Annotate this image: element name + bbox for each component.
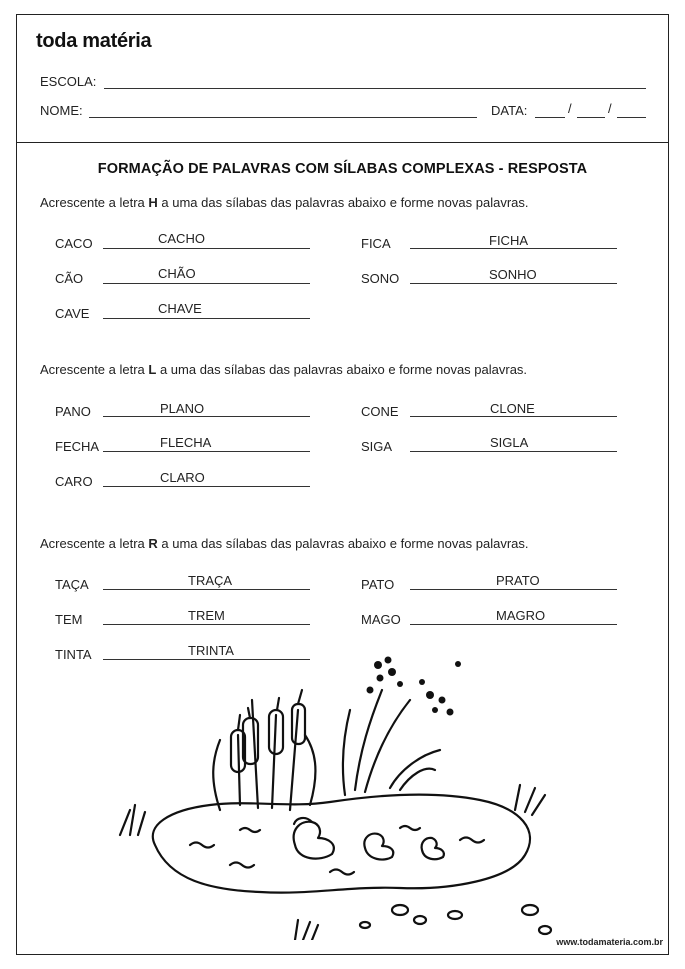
word-item: CACO [55, 236, 93, 251]
answer-line[interactable] [103, 451, 310, 452]
answer-item: FICHA [489, 233, 528, 248]
nome-field[interactable] [89, 117, 477, 118]
answer-line[interactable] [103, 589, 310, 590]
word-item: CARO [55, 474, 93, 489]
word-item: FICA [361, 236, 391, 251]
answer-item: SIGLA [490, 435, 529, 450]
answer-line[interactable] [103, 624, 310, 625]
word-item: TINTA [55, 647, 92, 662]
pond-illustration [100, 640, 570, 940]
answer-line[interactable] [410, 248, 617, 249]
answer-item: TRINTA [188, 643, 234, 658]
word-item: PATO [361, 577, 395, 592]
answer-item: TREM [188, 608, 225, 623]
answer-item: FLECHA [160, 435, 212, 450]
escola-label: ESCOLA: [40, 74, 97, 89]
answer-item: CLONE [490, 401, 535, 416]
answer-line[interactable] [410, 624, 617, 625]
instruction-l: Acrescente a letra L a uma das sílabas das palavras abaixo e forme novas palavras. [40, 362, 528, 377]
word-item: CÃO [55, 271, 84, 286]
answer-line[interactable] [103, 248, 310, 249]
word-item: TAÇA [55, 577, 89, 592]
brand-logo: toda matéria [36, 30, 152, 52]
answer-line[interactable] [410, 451, 617, 452]
nome-label: NOME: [40, 103, 83, 118]
word-item: SIGA [361, 439, 393, 454]
instruction-h: Acrescente a letra H a uma das sílabas das palavras abaixo e forme novas palavras. [40, 195, 529, 210]
word-item: CONE [361, 404, 399, 419]
date-day-field[interactable] [535, 117, 565, 118]
answer-item: MAGRO [496, 608, 546, 623]
answer-line[interactable] [103, 486, 310, 487]
data-label: DATA: [491, 103, 528, 118]
word-item: MAGO [361, 612, 401, 627]
answer-line[interactable] [410, 283, 617, 284]
answer-line[interactable] [410, 416, 617, 417]
word-item: FECHA [55, 439, 100, 454]
date-separator: / [568, 101, 572, 116]
word-item: TEM [55, 612, 83, 627]
answer-item: CACHO [158, 231, 205, 246]
answer-item: SONHO [489, 267, 537, 282]
date-year-field[interactable] [617, 117, 646, 118]
answer-line[interactable] [103, 318, 310, 319]
footer-url: www.todamateria.com.br [556, 937, 663, 947]
answer-item: CHÃO [158, 266, 196, 281]
answer-item: PLANO [160, 401, 205, 416]
word-item: PANO [55, 404, 91, 419]
instruction-r: Acrescente a letra R a uma das sílabas das palavras abaixo e forme novas palavras. [40, 536, 529, 551]
date-month-field[interactable] [577, 117, 605, 118]
answer-item: CHAVE [158, 301, 202, 316]
answer-item: CLARO [160, 470, 205, 485]
date-separator: / [608, 101, 612, 116]
word-item: SONO [361, 271, 400, 286]
escola-field[interactable] [104, 88, 646, 89]
answer-item: TRAÇA [188, 573, 233, 588]
answer-line[interactable] [103, 283, 310, 284]
answer-line[interactable] [410, 589, 617, 590]
word-item: CAVE [55, 306, 90, 321]
answer-item: PRATO [496, 573, 540, 588]
answer-line[interactable] [103, 416, 310, 417]
worksheet-title: FORMAÇÃO DE PALAVRAS COM SÍLABAS COMPLEXAS - RESPOSTA [97, 161, 588, 177]
